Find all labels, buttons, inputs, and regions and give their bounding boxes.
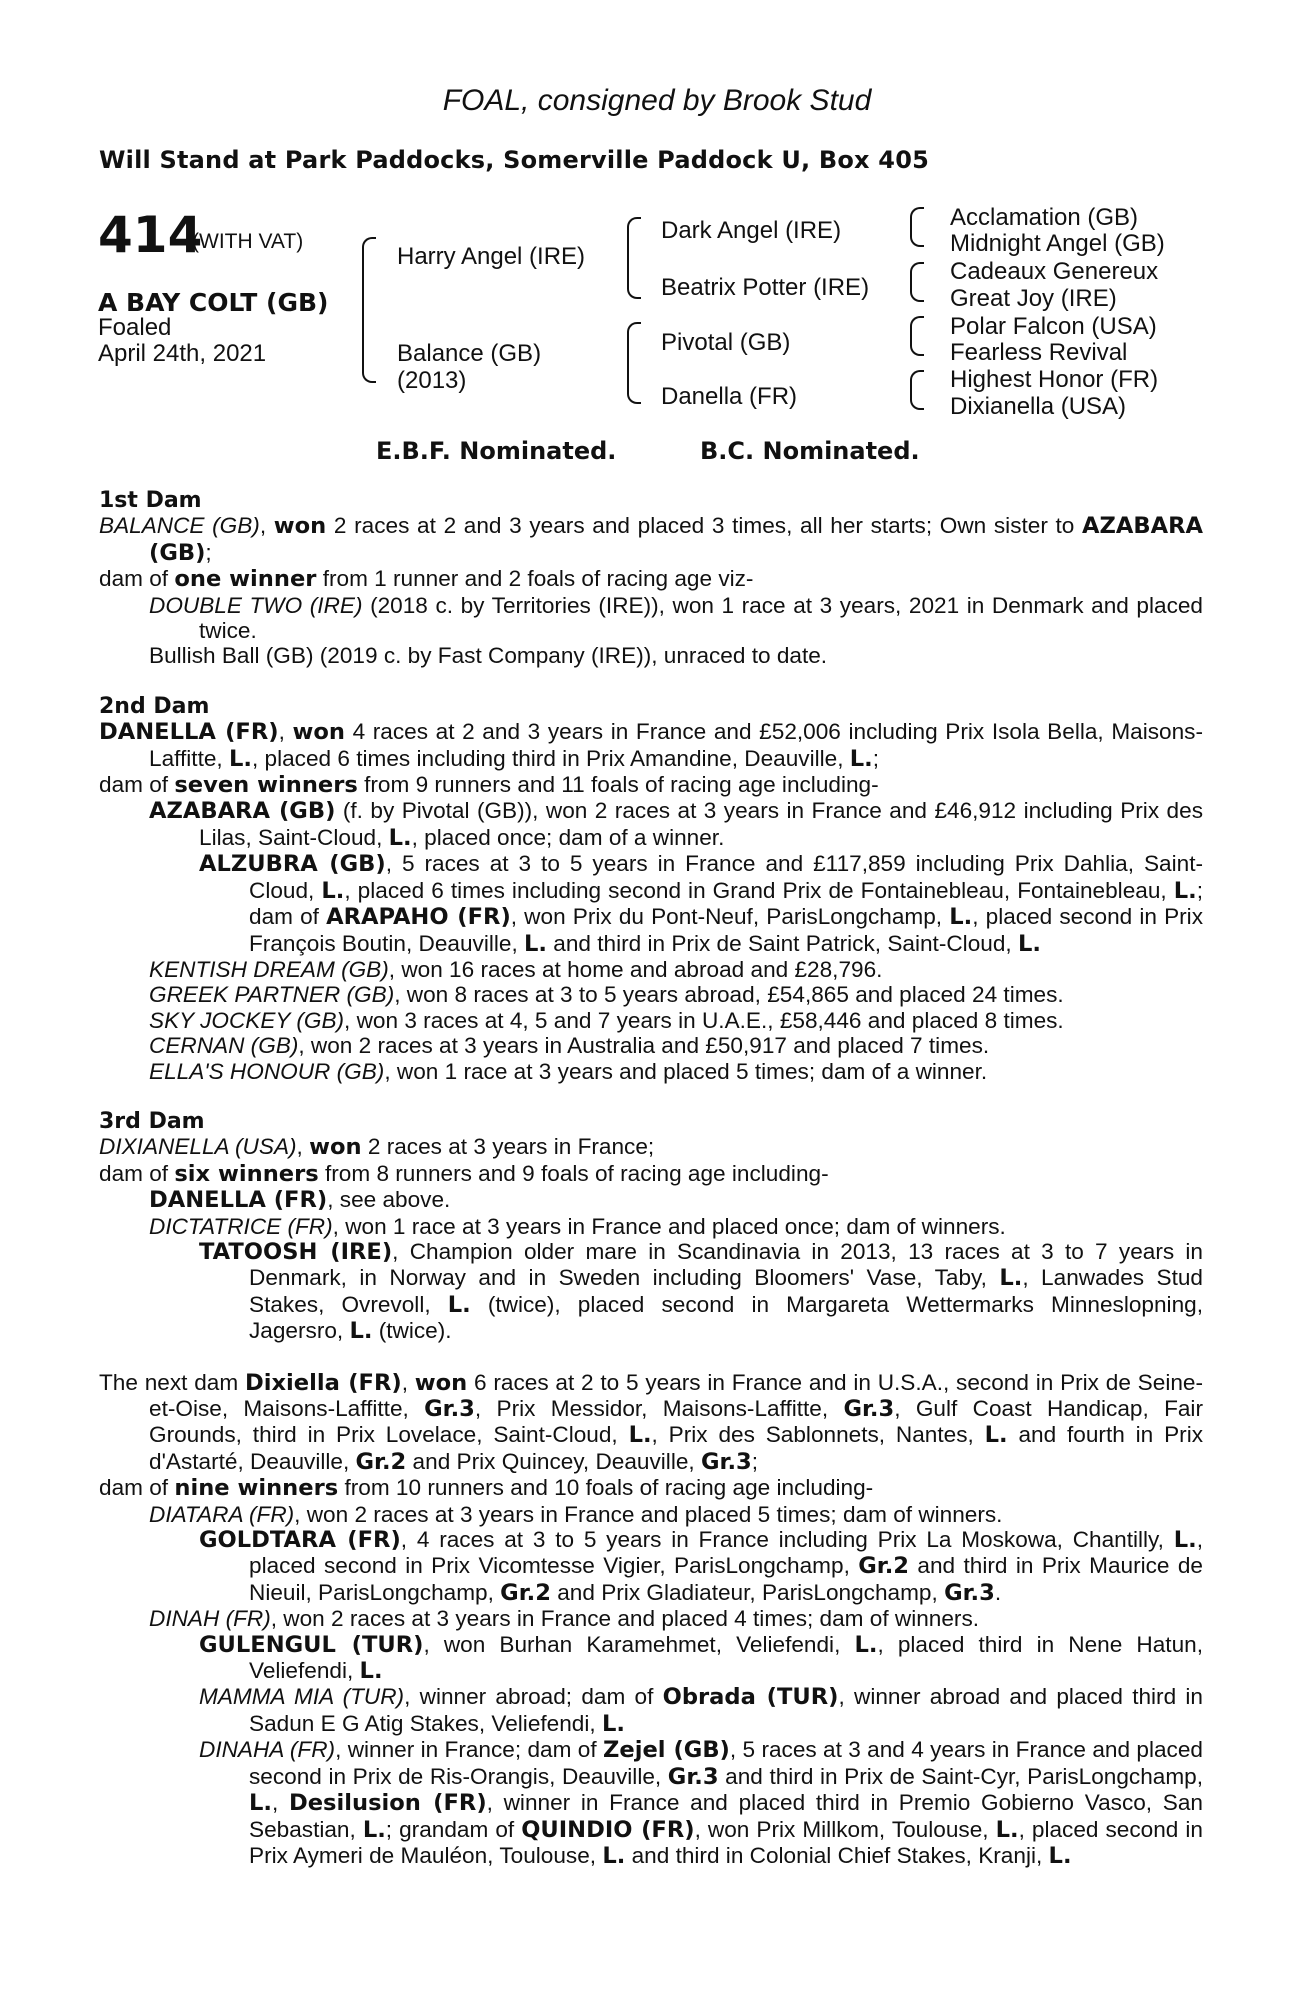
paragraph: The next dam Dixiella (FR), won 6 races at 2 to 5 years in France and in U.S.A., second in Prix de Seine-et-Oise, Maisons-Laffitte, Gr.3, Prix Messidor, Maisons-Laffitte, Gr.3, Gulf Coast Handicap, Fair Grounds, third in Prix Lovelace, Saint-Cloud, L., Prix des Sablonnets, Nantes, L. and fourth in Prix d'Astarté, Deauville, Gr.2 and Prix Quincey, Deauville, Gr.3; [99,1369,1204,1475]
vat-label: (WITH VAT) [192,230,304,253]
pedigree-g4: Great Joy (IRE) [950,285,1117,312]
pedigree-sire: Harry Angel (IRE) [397,243,586,270]
pedigree-sire-sire: Dark Angel (IRE) [661,217,842,244]
paragraph: DOUBLE TWO (IRE) (2018 c. by Territories (IRE)), won 1 race at 3 years, 2021 in Denmark and placed twice. [149,592,1203,644]
paragraph: ALZUBRA (GB), 5 races at 3 to 5 years in France and £117,859 including Prix Dahlia, Saint-Cloud, L., placed 6 times including second in Grand Prix de Fontainebleau, Fontainebleau, L.; dam of ARAPAHO (FR), won Prix du Pont-Neuf, ParisLongchamp, L., placed second in Prix François Boutin, Deauville, L. and third in Prix de Saint Patrick, Saint-Cloud, L. [199,851,1203,957]
pedigree-sire-dam: Beatrix Potter (IRE) [661,274,870,301]
pedigree-dam-sire: Pivotal (GB) [661,329,791,356]
paragraph: dam of seven winners from 9 runners and 11 foals of racing age including- [99,772,879,799]
section-heading: 3rd Dam [99,1108,205,1134]
pedigree-g6: Fearless Revival [950,339,1128,366]
ebf-nominated: E.B.F. Nominated. [376,437,617,465]
paragraph: DICTATRICE (FR), won 1 race at 3 years in France and placed once; dam of winners. [149,1213,1006,1239]
pedigree-brace-g3 [910,316,924,356]
paragraph: DIXIANELLA (USA), won 2 races at 3 years in France; [99,1134,655,1161]
paragraph: dam of nine winners from 10 runners and 10 foals of racing age including- [99,1475,874,1502]
paragraph: DIATARA (FR), won 2 races at 3 years in France and placed 5 times; dam of winners. [149,1501,1003,1527]
paragraph: KENTISH DREAM (GB), won 16 races at home and abroad and £28,796. [149,956,883,982]
section-heading: 2nd Dam [99,693,210,719]
page-title: FOAL, consigned by Brook Stud [442,84,872,117]
paragraph: GREEK PARTNER (GB), won 8 races at 3 to 5 years abroad, £54,865 and placed 24 times. [149,982,1064,1008]
paragraph: ELLA'S HONOUR (GB), won 1 race at 3 years and placed 5 times; dam of a winner. [149,1058,988,1084]
pedigree-g2: Midnight Angel (GB) [950,230,1165,257]
paragraph: GOLDTARA (FR), 4 races at 3 to 5 years in France including Prix La Moskowa, Chantilly, L., placed second in Prix Vicomtesse Vigier, ParisLongchamp, Gr.2 and third in Prix Maurice de Nieuil, ParisLongchamp, Gr.2 and Prix Gladiateur, ParisLongchamp, Gr.3. [199,1527,1204,1606]
pedigree-dam: Balance (GB) [397,340,542,367]
pedigree-g7: Highest Honor (FR) [950,366,1159,393]
pedigree-brace-g2 [910,262,924,302]
pedigree-dam-dam: Danella (FR) [661,383,798,410]
catalogue-body [99,488,1203,1869]
stand-location: Will Stand at Park Paddocks, Somerville Paddock U, Box 405 [99,146,929,174]
pedigree-brace-g1 [910,207,924,247]
pedigree-brace-dam [627,322,641,404]
paragraph: DANELLA (FR), won 4 races at 2 and 3 years in France and £52,006 including Prix Isola Bella, Maisons-Laffitte, L., placed 6 times including third in Prix Amandine, Deauville, L.; [99,719,1203,772]
pedigree-g1: Acclamation (GB) [950,204,1139,231]
paragraph: DINAHA (FR), winner in France; dam of Zejel (GB), 5 races at 3 and 4 years in France and placed second in Prix de Ris-Orangis, Deauville, Gr.3 and third in Prix de Saint-Cyr, ParisLongchamp, L., Desilusion (FR), winner in France and placed third in Premio Gobierno Vasco, San Sebastian, L.; grandam of QUINDIO (FR), won Prix Millkom, Toulouse, L., placed second in Prix Aymeri de Mauléon, Toulouse, L. and third in Colonial Chief Stakes, Kranji, L. [199,1737,1203,1869]
pedigree-brace-sire [627,217,641,299]
paragraph: Bullish Ball (GB) (2019 c. by Fast Company (IRE)), unraced to date. [149,643,828,669]
paragraph: DANELLA (FR), see above. [149,1187,451,1214]
pedigree-brace-main [362,237,376,383]
paragraph: CERNAN (GB), won 2 races at 3 years in Australia and £50,917 and placed 7 times. [149,1033,990,1059]
lot-number: 414 [98,206,203,264]
paragraph: DINAH (FR), won 2 races at 3 years in France and placed 4 times; dam of winners. [149,1606,980,1632]
paragraph: MAMMA MIA (TUR), winner abroad; dam of Obrada (TUR), winner abroad and placed third in Sadun E G Atig Stakes, Veliefendi, L. [199,1684,1203,1737]
pedigree-g5: Polar Falcon (USA) [950,313,1157,340]
paragraph: SKY JOCKEY (GB), won 3 races at 4, 5 and 7 years in U.A.E., £58,446 and placed 8 times. [149,1007,1064,1033]
paragraph: BALANCE (GB), won 2 races at 2 and 3 years and placed 3 times, all her starts; Own sister to AZABARA (GB); [99,513,1203,566]
pedigree-brace-g4 [910,370,924,410]
bc-nominated: B.C. Nominated. [700,437,920,465]
paragraph: dam of six winners from 8 runners and 9 foals of racing age including- [99,1160,829,1187]
lot-description: A BAY COLT (GB) [98,288,329,317]
pedigree-g8: Dixianella (USA) [950,393,1127,420]
paragraph: TATOOSH (IRE), Champion older mare in Scandinavia in 2013, 13 races at 3 to 7 years in Denmark, in Norway and in Sweden including Bloomers' Vase, Taby, L., Lanwades Stud Stakes, Ovrevoll, L. (twice), placed second in Margareta Wettermarks Minneslopning, Jagersro, L. (twice). [199,1238,1203,1345]
paragraph: dam of one winner from 1 runner and 2 foals of racing age viz- [99,566,754,593]
paragraph: AZABARA (GB) (f. by Pivotal (GB)), won 2 races at 3 years in France and £46,912 including Prix des Lilas, Saint-Cloud, L., placed once; dam of a winner. [149,798,1203,851]
foaled-label: Foaled [98,314,172,341]
pedigree-g3: Cadeaux Genereux [950,258,1159,285]
section-heading: 1st Dam [99,488,202,513]
foaled-date: April 24th, 2021 [98,340,267,367]
pedigree-dam-year: (2013) [397,367,467,394]
paragraph: GULENGUL (TUR), won Burhan Karamehmet, Veliefendi, L., placed third in Nene Hatun, Veliefendi, L. [199,1631,1203,1685]
